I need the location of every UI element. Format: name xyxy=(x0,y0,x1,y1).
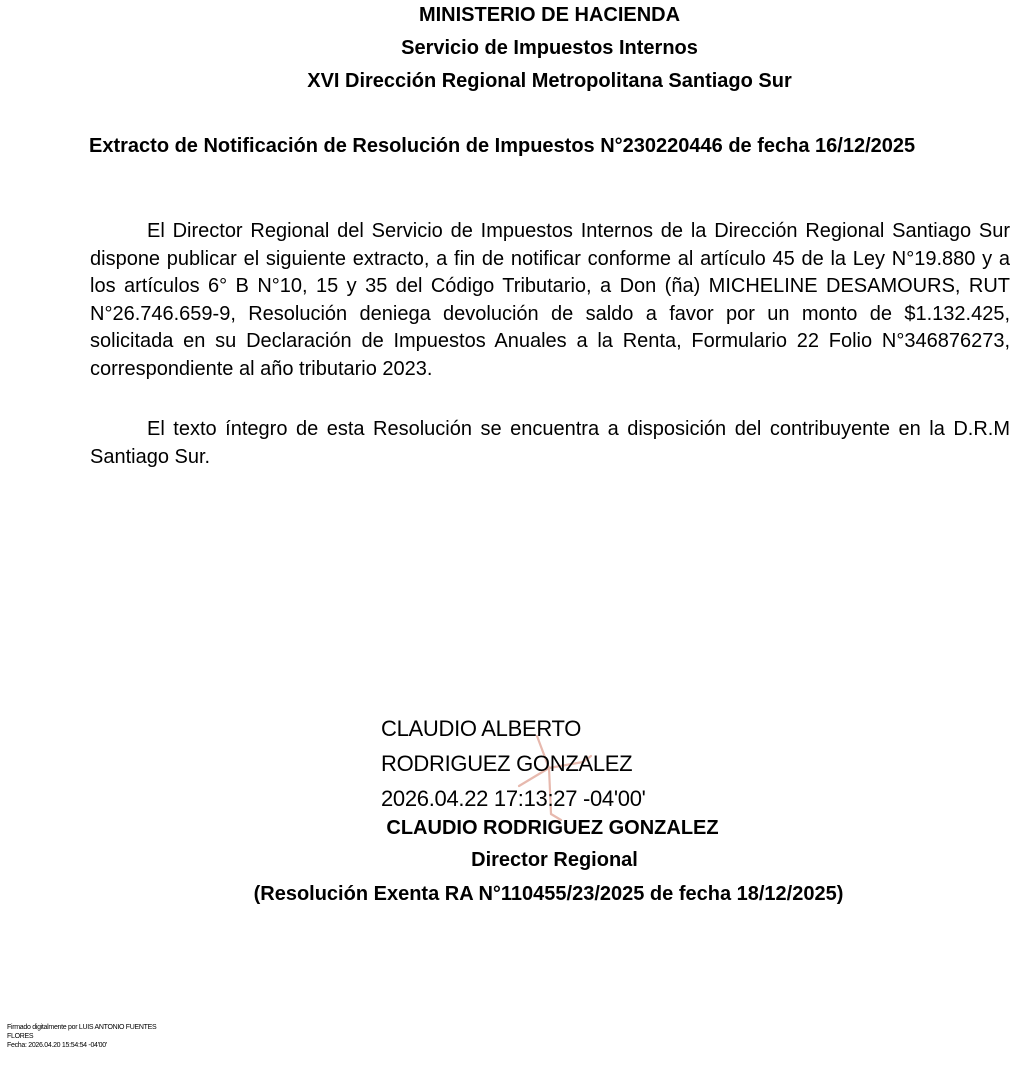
regional-direction-heading: XVI Dirección Regional Metropolitana Santiago Sur xyxy=(307,70,792,92)
signature-name-line-1: CLAUDIO ALBERTO xyxy=(381,716,582,741)
footer-digital-stamp xyxy=(7,1023,187,1050)
digital-signature-block xyxy=(381,716,801,816)
ministry-heading: MINISTERIO DE HACIENDA xyxy=(418,4,681,26)
availability-paragraph: El texto íntegro de esta Resolución se encuentra a disposición del contribuyente en la D.R.M Santiago Sur. xyxy=(90,418,1010,468)
service-heading: Servicio de Impuestos Internos xyxy=(401,37,698,59)
signature-timestamp: 2026.04.22 17:13:27 -04'00' xyxy=(381,786,646,811)
signer-name: CLAUDIO RODRIGUEZ GONZALEZ xyxy=(386,817,719,839)
notification-paragraph: El Director Regional del Servicio de Impuestos Internos de la Dirección Regional Santiago Sur dispone publicar el siguiente extracto, a fin de notificar conforme al artículo 45 de la Ley N°19.880 y a los artículos 6° B N°10, 15 y 35 del Código Tributario, a Don (ña) MICHELINE DESAMOURS, RUT N°26.746.659-9, Resolución deniega devolución de saldo a favor por un monto de $1.132.425, solicitada en su Declaración de Impuestos Anuales a la Renta, Formulario 22 Folio N°346876273, correspondiente al año tributario 2023. xyxy=(90,220,1010,380)
footer-stamp-line-2: FLORES xyxy=(7,1033,34,1040)
footer-stamp-line-3: Fecha: 2026.04.20 15:54:54 -04'00' xyxy=(7,1042,107,1049)
footer-stamp-line-1: Firmado digitalmente por LUIS ANTONIO FUENTES xyxy=(7,1024,157,1031)
signature-name-line-2: RODRIGUEZ GONZALEZ xyxy=(381,751,633,776)
signer-resolution: (Resolución Exenta RA N°110455/23/2025 de fecha 18/12/2025) xyxy=(253,883,844,905)
signer-role: Director Regional xyxy=(471,849,638,871)
document-title: Extracto de Notificación de Resolución de Impuestos N°230220446 de fecha 16/12/2025 xyxy=(89,135,916,157)
